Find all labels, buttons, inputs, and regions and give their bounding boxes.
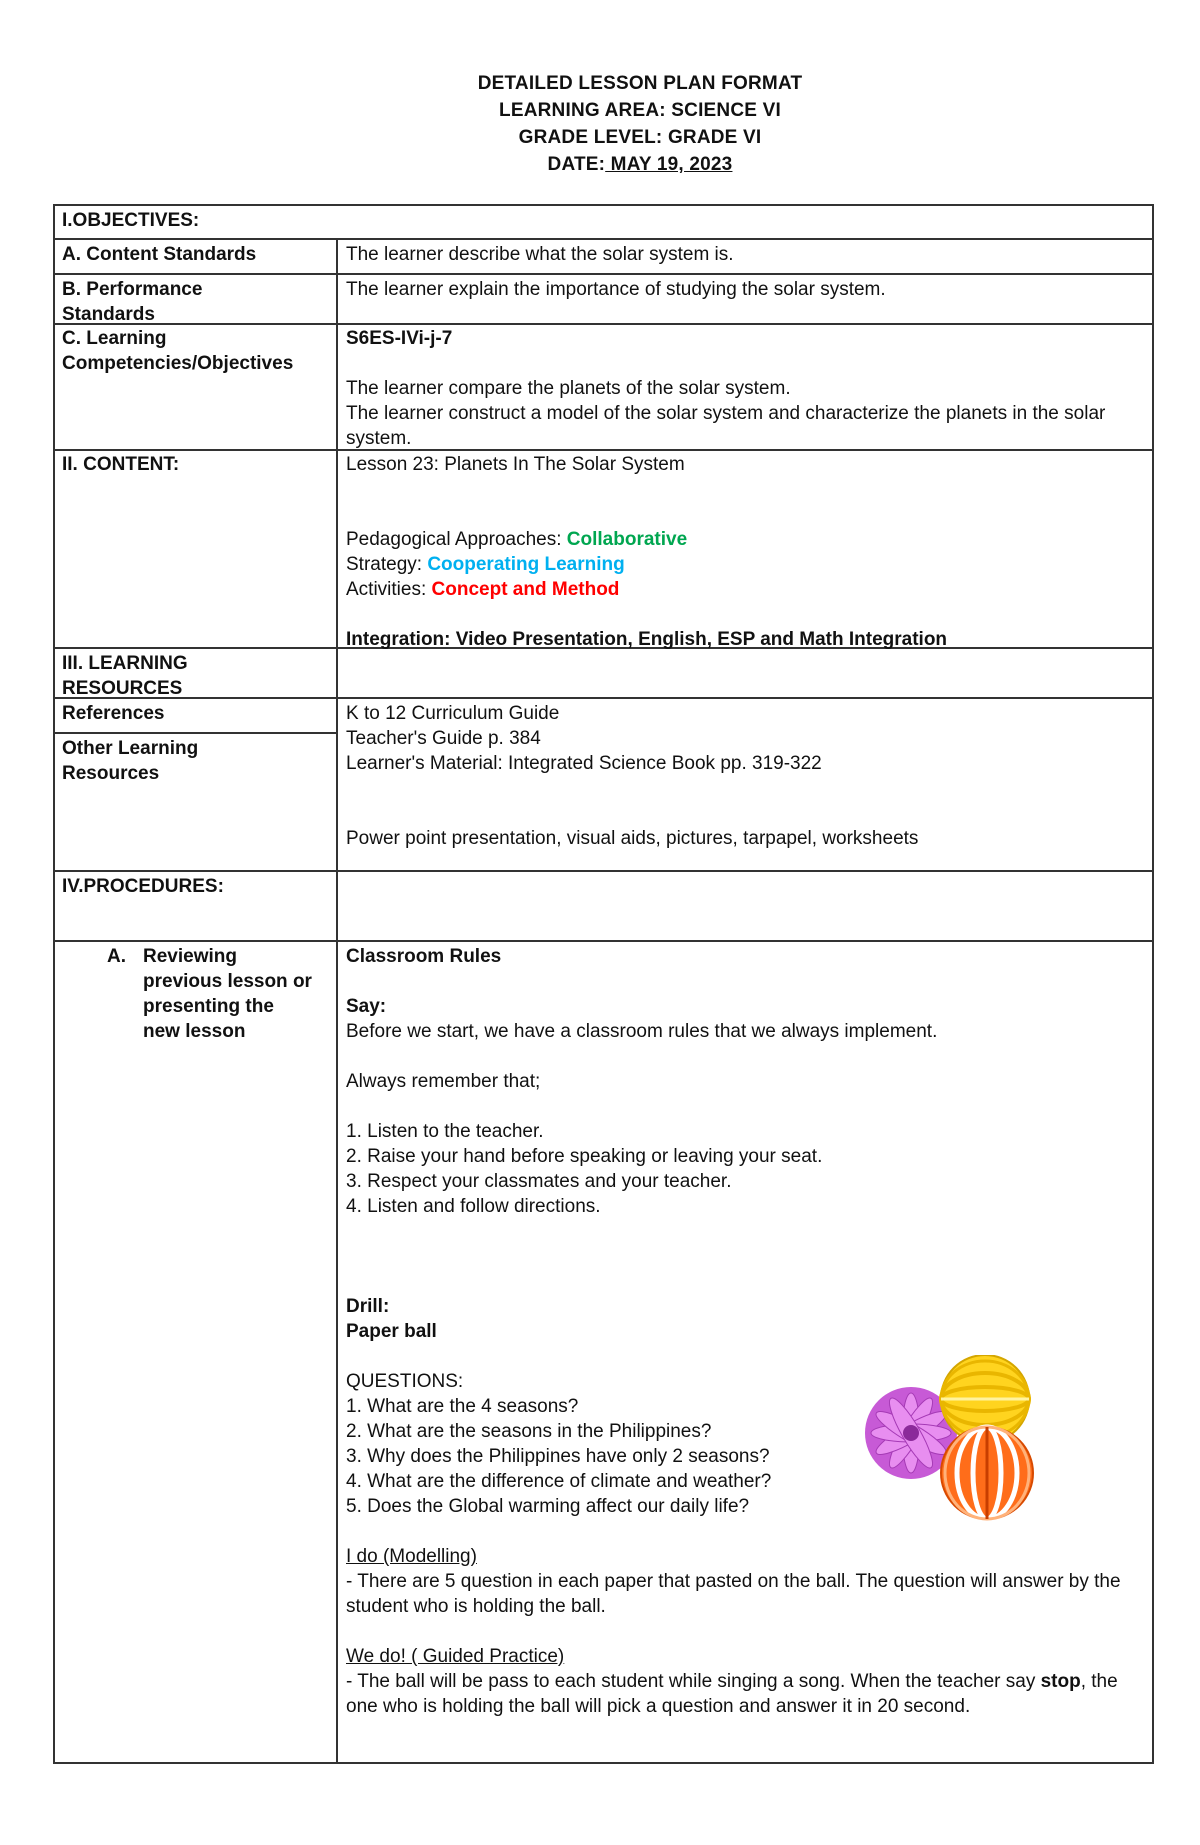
references-content xyxy=(346,701,1136,851)
performance-standards-text: The learner explain the importance of studying the solar system. xyxy=(346,279,886,300)
row-divider xyxy=(53,238,1154,240)
rule-2: 2. Raise your hand before speaking or leaving your seat. xyxy=(346,1146,823,1167)
i-do-text: - There are 5 question in each paper that pasted on the ball. The question will answer by the student who is holding the ball. xyxy=(346,1571,1121,1617)
procedure-a-content xyxy=(346,944,1141,1719)
grade-level: GRADE LEVEL: GRADE VI xyxy=(518,127,762,148)
border-right xyxy=(1152,204,1154,1764)
we-do-text-part2: , the one who is holding the ball will pick a question and answer it in 20 second. xyxy=(346,1671,1118,1717)
procedure-a-line2: previous lesson or xyxy=(143,971,312,992)
integration-line: Integration: Video Presentation, English, ESP and Math Integration xyxy=(346,629,948,650)
rule-1: 1. Listen to the teacher. xyxy=(346,1121,544,1142)
paper-ball-illustration xyxy=(859,1355,1049,1525)
orange-paper-ball xyxy=(941,1427,1033,1519)
procedure-a-line3: presenting the xyxy=(143,996,274,1017)
doc-title: DETAILED LESSON PLAN FORMAT xyxy=(477,73,803,94)
references-label: References xyxy=(62,703,165,724)
row-divider xyxy=(53,323,1154,325)
date-line xyxy=(0,151,1200,178)
we-do-text xyxy=(346,1669,1141,1719)
performance-label-line1: B. Performance xyxy=(62,279,203,300)
date-value: MAY 19, 2023 xyxy=(605,154,733,175)
remember-text: Always remember that; xyxy=(346,1071,541,1092)
resources-heading-line1: III. LEARNING xyxy=(62,653,188,674)
reference-1: K to 12 Curriculum Guide xyxy=(346,703,560,724)
row-divider xyxy=(53,940,1154,942)
questions-label: QUESTIONS: xyxy=(346,1371,464,1392)
other-resources-label xyxy=(62,736,198,786)
we-do-label: We do! ( Guided Practice) xyxy=(346,1646,565,1667)
question-2: 2. What are the seasons in the Philippines? xyxy=(346,1421,712,1442)
approach-label: Pedagogical Approaches: xyxy=(346,529,567,550)
question-5: 5. Does the Global warming affect our daily life? xyxy=(346,1496,750,1517)
learning-area: LEARNING AREA: SCIENCE VI xyxy=(499,100,781,121)
objectives-heading: I.OBJECTIVES: xyxy=(62,210,200,231)
activities-value: Concept and Method xyxy=(431,579,620,600)
competencies-content xyxy=(346,326,1136,451)
say-text: Before we start, we have a classroom rules that we always implement. xyxy=(346,1021,938,1042)
content-standards-label: A. Content Standards xyxy=(62,244,257,265)
activities-line xyxy=(346,577,1136,602)
other-label-line1: Other Learning xyxy=(62,738,199,759)
row-divider xyxy=(53,870,1154,872)
classroom-rules-title: Classroom Rules xyxy=(346,946,502,967)
we-do-stop-word: stop xyxy=(1040,1671,1081,1692)
border-left xyxy=(53,204,55,1764)
other-resources-text: Power point presentation, visual aids, pictures, tarpapel, worksheets xyxy=(346,828,919,849)
competency-1: The learner compare the planets of the solar system. xyxy=(346,378,791,399)
strategy-line xyxy=(346,552,1136,577)
reference-3: Learner's Material: Integrated Science Book pp. 319-322 xyxy=(346,753,822,774)
competencies-label-line2: Competencies/Objectives xyxy=(62,353,294,374)
procedures-heading: IV.PROCEDURES: xyxy=(62,876,224,897)
performance-standards-label xyxy=(62,277,202,327)
reference-2: Teacher's Guide p. 384 xyxy=(346,728,541,749)
competency-2: The learner construct a model of the solar system and characterize the planets in the solar system. xyxy=(346,403,1106,449)
border-bottom xyxy=(53,1762,1154,1764)
question-4: 4. What are the difference of climate and weather? xyxy=(346,1471,772,1492)
resources-heading xyxy=(62,651,188,701)
paper-ball-image xyxy=(859,1355,1049,1525)
rule-4: 4. Listen and follow directions. xyxy=(346,1196,601,1217)
lesson-plan-table xyxy=(53,204,1154,1764)
activities-label: Activities: xyxy=(346,579,432,600)
procedure-a-letter: A. xyxy=(107,946,126,967)
competencies-label-line1: C. Learning xyxy=(62,328,167,349)
content-standards-text: The learner describe what the solar system is. xyxy=(346,244,734,265)
performance-label-line2: Standards xyxy=(62,304,155,325)
rule-3: 3. Respect your classmates and your teacher. xyxy=(346,1171,732,1192)
content-heading: II. CONTENT: xyxy=(62,454,180,475)
strategy-value: Cooperating Learning xyxy=(427,554,625,575)
resources-heading-line2: RESOURCES xyxy=(62,678,183,699)
other-label-line2: Resources xyxy=(62,763,160,784)
drill-label: Drill: xyxy=(346,1296,390,1317)
lesson-title: Lesson 23: Planets In The Solar System xyxy=(346,454,685,475)
procedure-a-line1: Reviewing xyxy=(143,946,237,967)
competency-code: S6ES-IVi-j-7 xyxy=(346,328,453,349)
question-3: 3. Why does the Philippines have only 2 seasons? xyxy=(346,1446,770,1467)
content-body xyxy=(346,452,1136,652)
question-1: 1. What are the 4 seasons? xyxy=(346,1396,579,1417)
i-do-label: I do (Modelling) xyxy=(346,1546,477,1567)
competencies-label xyxy=(62,326,293,376)
approach-line xyxy=(346,527,1136,552)
border-top xyxy=(53,204,1154,206)
approach-value: Collaborative xyxy=(566,529,688,550)
drill-title: Paper ball xyxy=(346,1321,437,1342)
row-divider xyxy=(53,273,1154,275)
strategy-label: Strategy: xyxy=(346,554,428,575)
row-divider xyxy=(53,697,1154,699)
row-divider-left xyxy=(53,732,336,734)
document-header xyxy=(0,70,1200,178)
say-label: Say: xyxy=(346,996,387,1017)
procedure-a-line4: new lesson xyxy=(143,1021,246,1042)
date-label: DATE: xyxy=(547,154,606,175)
we-do-text-part1: - The ball will be pass to each student while singing a song. When the teacher say xyxy=(346,1671,1041,1692)
procedure-a-label xyxy=(62,944,343,1044)
